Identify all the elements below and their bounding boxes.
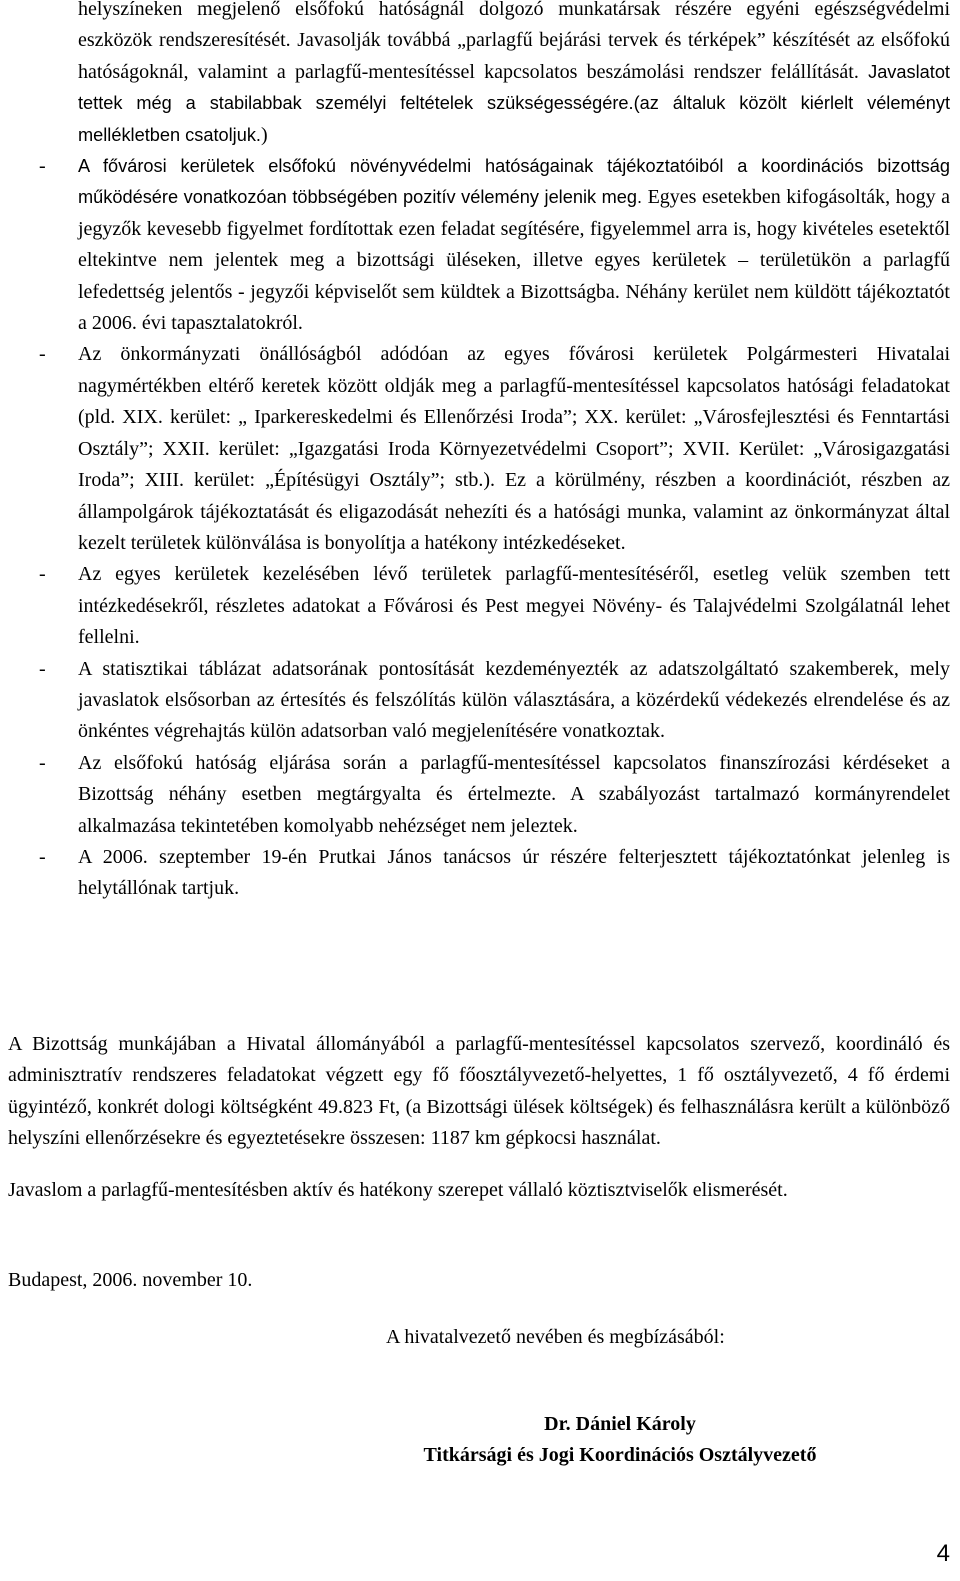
bullet-text <box>78 748 950 842</box>
bullet-item <box>0 339 950 559</box>
date-line: Budapest, 2006. november 10. <box>8 1269 253 1291</box>
signature-on-behalf: A hivatalvezető nevében és megbízásából: <box>386 1326 725 1348</box>
bullet-dash: - <box>39 155 46 178</box>
bullet-text-serif: Az önkormányzati önállóságból adódóan az egyes fővárosi kerületek Polgármesteri Hivatalai nagymértékben eltérő keretek között oldják meg a parlagfű-mentesítéssel kapcsolatos hatósági feladatokat (pld. XIX. kerület: „ Iparkereskedelmi és Ellenőrzési Iroda”; XX. kerület: „Városfejlesztési és Fenntartási Osztály”; XXII. kerület: „Igazgatási Iroda Környezetvédelmi Csoport”; XVII. Kerület: „Városigazgatási Iroda”; XIII. kerület: „Építésügyi Osztály”; stb.). Ez a körülmény, részben a koordinációt, részben az állampolgárok tájékoztatását és eligazodását nehezíti és a hatósági munka, valamint az önkormányzat által kezelt területek különválása is bonyolítja a hatékony intézkedéseket. <box>78 343 950 554</box>
recognition-paragraph: Javaslom a parlagfű-mentesítésben aktív és hatékony szerepet vállaló köztisztviselők elismerését. <box>8 1179 788 1201</box>
bullet-dash: - <box>39 845 46 868</box>
continued-paragraph <box>0 0 950 151</box>
bullet-text-sans: A fővárosi kerületek elsőfokú növényvédelmi hatóságainak tájékoztatóiból a koordinációs bizottság működésére vonatkozóan többségében pozitív vélemény jelenik meg. <box>78 156 950 208</box>
bullet-text-serif: Az egyes kerületek kezelésében lévő területek parlagfű-mentesítéséről, esetleg velük szemben tett intézkedésekről, részletes adatokat a Fővárosi és Pest megyei Növény- és Talajvédelmi Szolgálatnál lehet fellelni. <box>78 563 950 649</box>
bullet-text <box>78 559 950 653</box>
bullet-dash: - <box>39 657 46 680</box>
bullet-item <box>0 842 950 905</box>
bullet-item <box>0 748 950 842</box>
bullet-text-serif: A 2006. szeptember 19-én Prutkai János tanácsos úr részére felterjesztett tájékoztatónkat jelenleg is helytállónak tartjuk. <box>78 845 950 900</box>
bullet-text <box>78 151 950 339</box>
signatory-title: Titkársági és Jogi Koordinációs Osztályvezető <box>423 1444 817 1466</box>
page-number: 4 <box>936 1540 950 1567</box>
bullet-text-serif: Egyes esetekben kifogásolták, hogy a jegyzők kevesebb figyelmet fordítottak ezen feladat segítésére, figyelemmel arra is, hogy kivételes esetektől eltekintve nem jelentek meg a bizottsági üléseken, illetve egyes kerületek – területükön a parlagfű lefedettség jelentős - jegyzői képviselőt sem küldtek a Bizottságba. Néhány kerület nem küldött tájékoztatót a 2006. évi tapasztalatokról. <box>78 186 951 335</box>
bullet-text <box>78 842 950 905</box>
committee-paragraph: A Bizottság munkájában a Hivatal állományából a parlagfű-mentesítéssel kapcsolatos szervező, koordináló és adminisztratív rendszeres feladatokat végzett egy fő főosztályvezető-helyettes, 1 fő osztályvezető, 4 fő érdemi ügyintéző, konkrét dologi költségként 49.823 Ft, (a Bizottsági ülések költségek) és felhasználásra került a különböző helyszíni ellenőrzésekre és egyeztetésekre összesen: 1187 km gépkocsi használat. <box>8 1033 950 1150</box>
bullet-text <box>78 654 950 748</box>
signatory-name: Dr. Dániel Károly <box>544 1413 696 1435</box>
continued-text-serif: helyszíneken megjelenő elsőfokú hatóságnál dolgozó munkatársak részére egyéni egészségvédelmi eszközök rendszeresítését. Javasolják továbbá „parlagfű bejárási tervek és térképek” készítését az elsőfokú hatóságoknál, valamint a parlagfű-mentesítéssel kapcsolatos beszámolási rendszer felállítását. <box>78 0 950 83</box>
bullet-dash: - <box>39 751 46 774</box>
bullet-dash: - <box>39 343 46 366</box>
continued-text-sans: Javaslatot tettek még a stabilabbak személyi feltételek szükségességére.(az általuk közölt kiérlelt véleményt mellékletben csatoljuk. <box>78 61 950 145</box>
bullet-text-serif: A statisztikai táblázat adatsorának pontosítását kezdeményezték az adatszolgáltató szakemberek, mely javaslatok elsősorban az értesítés és felszólítás külön választására, a közérdekű védekezés elrendelése és az önkéntes végrehajtás külön adatsorban való megjelenítésére vonatkoztak. <box>78 657 950 743</box>
bullet-dash: - <box>39 563 46 586</box>
bullet-item <box>0 559 950 653</box>
bullet-item <box>0 151 950 339</box>
bullet-item <box>0 654 950 748</box>
bullet-text-serif: Az elsőfokú hatóság eljárása során a parlagfű-mentesítéssel kapcsolatos finanszírozási kérdéseket a Bizottság néhány esetben megtárgyalta és értelmezte. A szabályozást tartalmazó kormányrendelet alkalmazása tekintetében komolyabb nehézséget nem jeleztek. <box>78 751 950 837</box>
bullet-text <box>78 339 950 559</box>
continued-text-close: ) <box>260 123 268 146</box>
